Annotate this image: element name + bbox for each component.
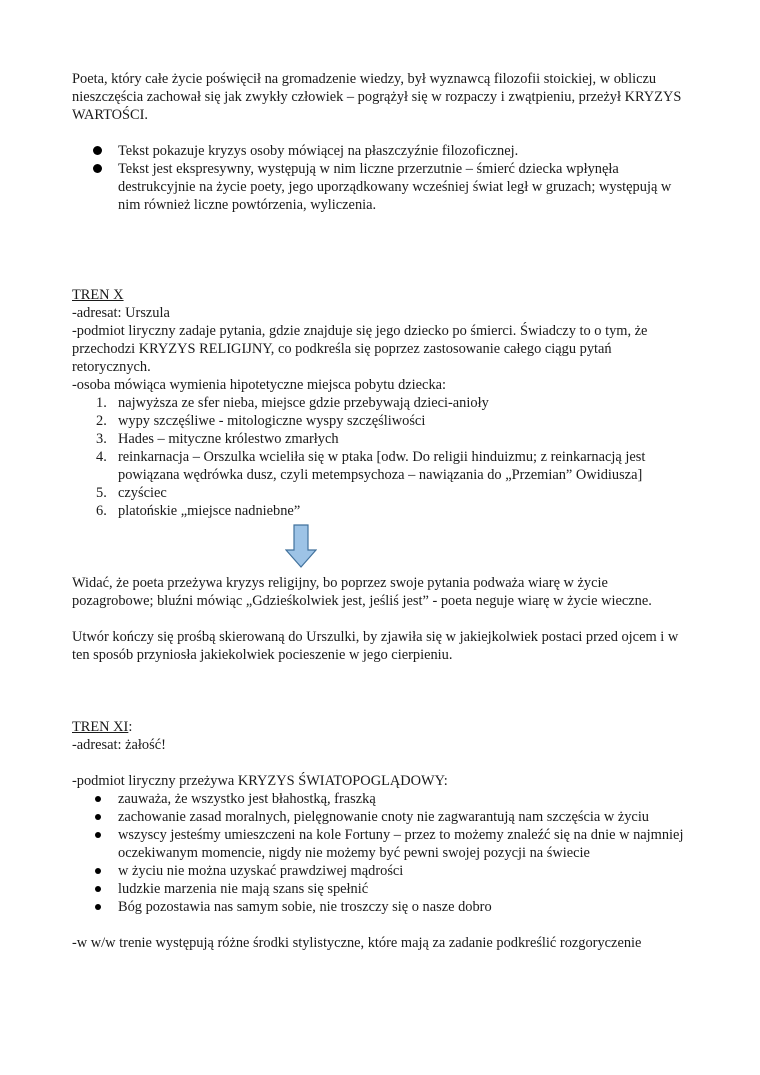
list-item: 1. najwyższa ze sfer nieba, miejsce gdzie przebywają dzieci-anioły — [96, 395, 489, 411]
tren-x-podmiot: -podmiot liryczny zadaje pytania, gdzie znajduje się jego dziecko po śmierci. Świadczy to o tym, że przechodzi KRYZYS RELIGIJNY, co podkreśla się poprzez zastosowanie całego ciągu pytań retorycznych. — [72, 323, 648, 375]
list-item: 3. Hades – mityczne królestwo zmarłych — [96, 431, 339, 447]
list-item: zauważa, że wszystko jest błahostką, fraszką — [118, 790, 692, 808]
tren-xi-bullet-list — [72, 790, 692, 916]
list-item: 2. wypy szczęśliwe - mitologiczne wyspy szczęśliwości — [96, 413, 426, 429]
bullet-icon — [93, 164, 102, 173]
bullet-icon — [95, 886, 101, 892]
tren-x-adresat: -adresat: Urszula — [72, 305, 170, 321]
down-arrow-shape — [285, 524, 317, 568]
tren-xi-podmiot: -podmiot liryczny przeżywa KRYZYS ŚWIATOPOGLĄDOWY: — [72, 773, 448, 789]
list-item: ludzkie marzenia nie mają szans się spełnić — [118, 880, 692, 898]
tren-x-osoba: -osoba mówiąca wymienia hipotetyczne miejsca pobytu dziecka: — [72, 377, 447, 393]
list-item: 5. czyściec — [96, 485, 167, 501]
bullet-icon — [95, 832, 101, 838]
bullet-icon — [95, 796, 101, 802]
list-item: Bóg pozostawia nas samym sobie, nie troszczy się o nasze dobro — [118, 898, 692, 916]
list-item: 6. platońskie „miejsce nadniebne” — [96, 503, 301, 519]
list-item: zachowanie zasad moralnych, pielęgnowanie cnoty nie zagwarantują nam szczęścia w życiu — [118, 808, 692, 826]
tren-x-ending: Utwór kończy się prośbą skierowaną do Urszulki, by zjawiła się w jakiejkolwiek postaci przed ojcem i w ten sposób przyniosła jakiekolwiek pocieszenie w jego cierpieniu. — [72, 629, 679, 663]
tren-x-conclusion: Widać, że poeta przeżywa kryzys religijny, bo poprzez swoje pytania podważa wiarę w życie pozagrobowe; bluźni mówiąc „Gdzieśkolwiek jest, jeśliś jest” - poeta neguje wiarę w życie wieczne. — [72, 575, 652, 609]
list-item: Tekst jest ekspresywny, występują w nim liczne przerzutnie – śmierć dziecka wpłynęła destrukcyjnie na życie poety, jego uporządkowany wcześniej świat legł w gruzach; występują w nim również liczne powtórzenia, wyliczenia. — [118, 160, 692, 214]
tren-xi-section — [72, 718, 692, 952]
bullet-icon — [95, 868, 101, 874]
list-item: 4. reinkarnacja – Orszulka wcieliła się w ptaka [odw. Do religii hinduizmu; z reinkarnacją jest powiązana wędrówka dusz, czyli metempsychoza – nawiązania do „Przemian” Owidiusza] — [96, 449, 646, 483]
tren-xi-heading: TREN XI: — [72, 719, 133, 735]
intro-paragraph: Poeta, który całe życie poświęcił na gromadzenie wiedzy, był wyznawcą filozofii stoickiej, w obliczu nieszczęścia zachował się jak zwykły człowiek – pogrążył się w rozpaczy i zwątpieniu, przeżył KRYZYS WARTOŚCI. — [72, 71, 682, 123]
list-item: w życiu nie można uzyskać prawdziwej mądrości — [118, 862, 692, 880]
tren-xi-adresat: -adresat: żałość! — [72, 737, 166, 753]
list-item: Tekst pokazuje kryzys osoby mówiącej na płaszczyźnie filozoficznej. — [118, 142, 692, 160]
down-arrow-icon — [285, 524, 317, 568]
bullet-icon — [93, 146, 102, 155]
list-item: wszyscy jesteśmy umieszczeni na kole Fortuny – przez to możemy znaleźć się na dnie w najmniej oczekiwanym momencie, nigdy nie możemy być pewni swojej pozycji na świecie — [118, 826, 692, 862]
bullet-icon — [95, 904, 101, 910]
tren-x-section — [72, 286, 692, 664]
intro-bullet-list — [72, 142, 692, 214]
bullet-icon — [95, 814, 101, 820]
tren-x-heading: TREN X — [72, 287, 124, 303]
places-list — [72, 394, 692, 520]
tren-xi-closing: -w w/w trenie występują różne środki stylistyczne, które mają za zadanie podkreślić rozgoryczenie — [72, 935, 642, 951]
document-page — [72, 70, 692, 952]
